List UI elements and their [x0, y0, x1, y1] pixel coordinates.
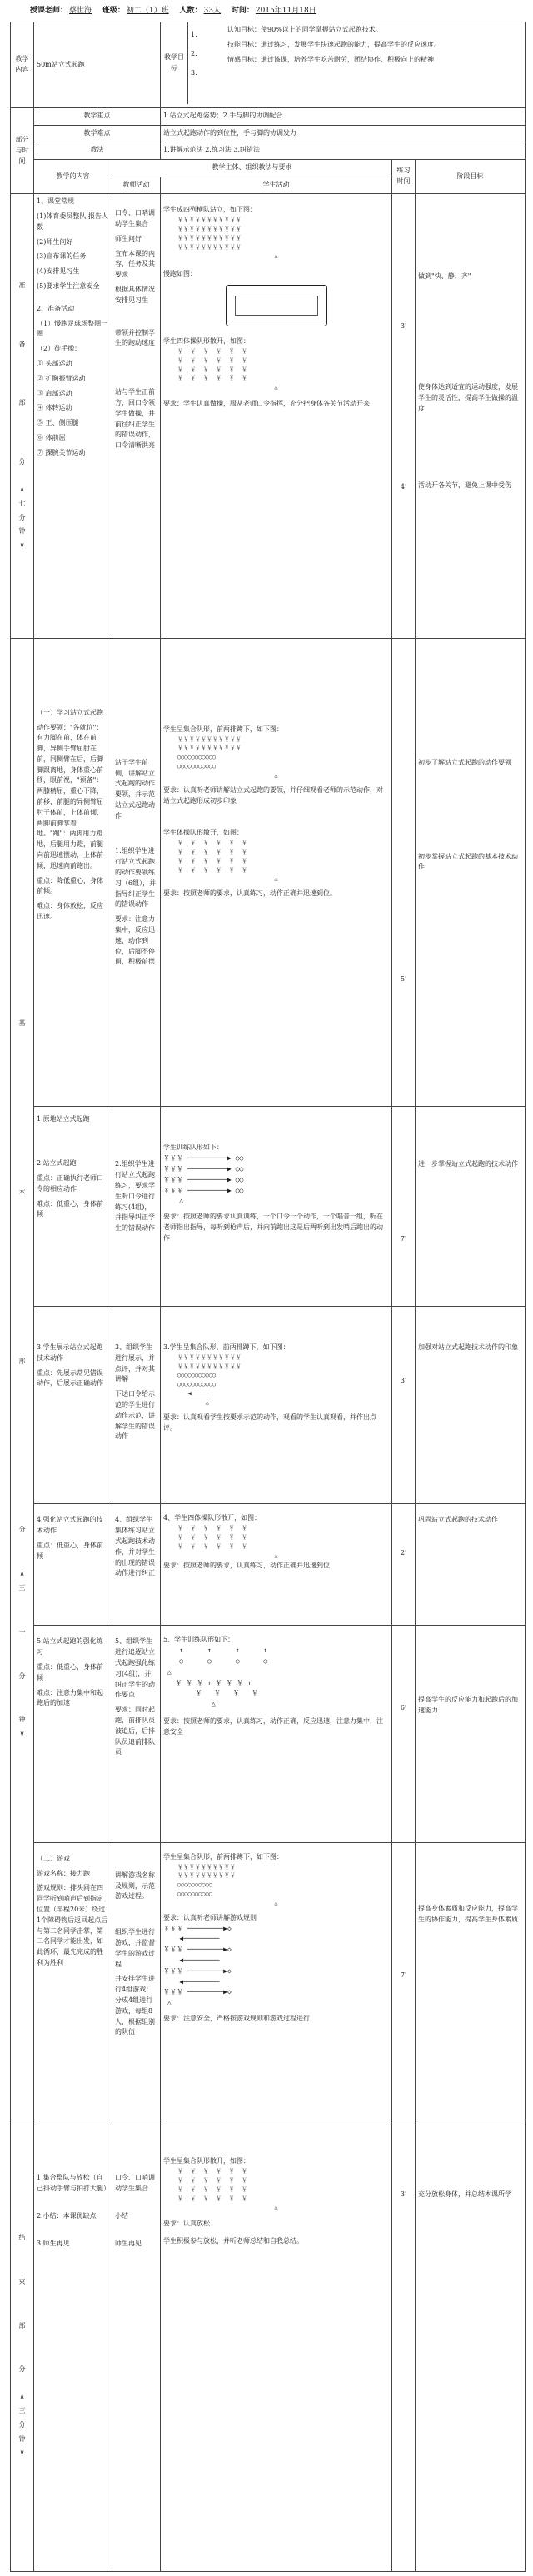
basic-s1-student-item: 要求：认真听老师讲解站立式起跑的要领，并仔细观看老师的示范动作，对站立式起跑形成初步印象	[163, 785, 384, 805]
basic-s2-time: 7'	[400, 1235, 407, 1243]
basic-label-char: 分	[18, 1526, 26, 1534]
basic-s4-student	[161, 1504, 392, 1626]
end-section-label	[11, 2120, 34, 2572]
key-label: 教学重点	[34, 108, 161, 126]
basic-s2-times	[392, 1107, 416, 1307]
basic-s5-content-item: 难点：注意力集中和起跑后的加速	[37, 1688, 103, 1707]
basic-s1-task-item: 初步掌握站立式起跑的基本技术动作	[418, 852, 519, 871]
basic-s5-teacher	[112, 1626, 161, 1842]
prep-content-item: 1、课堂常规	[37, 197, 75, 206]
col-time: 练习时间	[392, 160, 416, 194]
end-teacher-item: 口令、口哨调动学生集合	[115, 2174, 155, 2192]
end-teacher	[112, 2120, 161, 2572]
basic-s3-student	[161, 1306, 392, 1504]
prep-time: 4'	[400, 483, 407, 491]
basic-s3-teacher-item: 3、组织学生进行展示，并点评，并对其讲解	[115, 1343, 155, 1383]
prep-label-char: 分	[18, 458, 26, 466]
basic-s2-content-item: 1.原地站立式起跑	[37, 1115, 90, 1124]
basic-s4-times	[392, 1504, 416, 1626]
basic-label-char: 分	[18, 1672, 26, 1680]
prep-label-char: ∧	[19, 486, 25, 494]
prep-label-char: 七	[18, 499, 26, 507]
jogging-track-diagram	[226, 285, 327, 326]
basic-s1-teacher-item: 站于学生前侧，讲解站立式起跑的动作要领，并示范站立式起跑动作	[115, 758, 155, 820]
basic-s2-content-item: 难点：低重心，身体前倾	[37, 1199, 103, 1218]
end-content-item: 1.集合整队与放松（自己抖动手臂与拍打大腿）	[37, 2174, 110, 2192]
basic-s4-teacher	[112, 1504, 161, 1626]
basic-s5-teacher-item: 5、组织学生进行追逐站立式起跑强化练习(4组)，并纠正学生的动作要点	[115, 1637, 155, 1699]
end-label-char: ∧	[19, 2393, 25, 2401]
basic-s1-student-item: 学生体操队形散开，如图：	[163, 829, 244, 837]
prep-content-item: ① 头部运动	[37, 360, 72, 368]
basic-label-char: 本	[18, 1188, 26, 1196]
basic-s2-task	[416, 1107, 526, 1307]
end-student	[161, 2120, 392, 2572]
basic-s1-task	[416, 638, 526, 1107]
basic-s6-teacher-item: 并安排学生进行4组游戏：分成4组进行游戏，每组8人，根据组别的队伍	[115, 1975, 155, 2036]
lesson-plan-table	[10, 22, 526, 2572]
prep-content-item: (4)安排见习生	[37, 267, 80, 276]
practice-formation-diagram: ￥ ￥ ￥ ￥ ￥ ￥ ￥ ￥ ￥ ￥ ￥ ￥ ￥ ￥ ￥ ￥ ￥ ￥ ￥ ￥ ￥ ￥ ￥ ￥ △	[177, 840, 278, 883]
goal-item: 技能目标：通过练习，发展学生快速起跑的能力，提高学生的反应速度。	[227, 40, 441, 48]
prep-content-item: ③ 肩部运动	[37, 389, 72, 397]
reinforce-formation-diagram: ￥ ￥ ￥ ￥ ￥ ￥ ￥ ￥ ￥ ￥ ￥ ￥ ￥ ￥ ￥ ￥ ￥ ￥ △	[177, 1525, 278, 1559]
basic-s5-task	[416, 1626, 526, 1842]
basic-s1-times	[392, 638, 416, 1107]
prep-teacher-item: 口令、口哨调动学生集合	[115, 209, 155, 228]
teacher-label: 授课老师：	[30, 7, 68, 15]
basic-s1-content	[34, 638, 112, 1107]
student-count: 33人	[203, 7, 221, 15]
basic-s6-student	[161, 1842, 392, 2120]
basic-s2-student	[161, 1107, 392, 1307]
formation-diagram: ￥￥￥￥￥￥￥￥￥￥￥ ￥￥￥￥￥￥￥￥￥￥￥ ￥￥￥￥￥￥￥￥￥￥￥ ￥￥￥￥￥￥￥￥￥￥￥ △	[177, 217, 278, 260]
prep-section-label	[11, 194, 34, 638]
end-label-char: 部	[18, 2321, 26, 2329]
exercise-formation-diagram: ￥ ￥ ￥ ￥ ￥ ￥ ￥ ￥ ￥ ￥ ￥ ￥ ￥ ￥ ￥ ￥ ￥ ￥ ￥ ￥ ￥ ￥ ￥ ￥ △	[177, 347, 278, 391]
basic-label-char: 钟	[18, 1716, 26, 1724]
basic-s5-task-item: 提高学生的反应能力和起跑后的加速能力	[418, 1696, 519, 1715]
basic-section-label	[11, 638, 34, 2120]
basic-s2-teacher	[112, 1107, 161, 1307]
basic-s6-student-item: 要求：注意安全，严格按游戏规则和游戏过程进行	[163, 2014, 311, 2022]
class-value: 初二（1）班	[126, 7, 169, 15]
basic-s5-teacher-item: 要求：同时起跑，前排队员被追后，后排队员追前排队员	[115, 1706, 155, 1756]
prep-task-item: 使身体达到适宜的运动强度，发展学生的灵活性，提高学生做操的温度	[418, 383, 519, 412]
prep-content	[34, 194, 112, 638]
demo-formation-diagram: ￥￥￥￥￥￥￥￥￥￥￥ ￥￥￥￥￥￥￥￥￥￥￥ ○○○○○○○○○○○ ○○○○○○○○○○○ ◀───── △	[177, 1353, 242, 1406]
end-label-char: 三	[18, 2406, 26, 2414]
basic-s5-times	[392, 1626, 416, 1842]
lesson-header	[30, 4, 513, 21]
goal-numbers	[188, 22, 226, 104]
basic-s4-time: 2'	[400, 1549, 407, 1557]
goal-item: 认知目标：使90%以上的同学掌握站立式起跑技术。	[227, 26, 382, 33]
basic-label-char: 三	[18, 1583, 26, 1592]
class-label: 班级：	[102, 7, 125, 15]
teacher-name: 蔡世海	[69, 7, 92, 15]
basic-s4-student-item: 4、学生四体操队形散开，如图：	[163, 1514, 262, 1522]
basic-s5-content-item: 5.站立式起跑的强化练习	[37, 1637, 103, 1657]
basic-s4-teacher-item: 4、组织学生集体练习站立式起跑技术动作，并对学生的出现的错误动作进行纠正	[115, 1516, 155, 1577]
basic-s3-time: 3'	[400, 1376, 407, 1384]
basic-s6-time: 7'	[400, 1971, 407, 1979]
prep-content-item: (5)要求学生注意安全	[37, 282, 100, 291]
prep-student-item: 慢跑如图：	[163, 270, 197, 278]
end-label-char: 结	[18, 2234, 26, 2241]
basic-s3-content-item: 3.学生展示站立式起跑技术动作	[37, 1343, 103, 1362]
prep-times	[392, 194, 416, 638]
goal-num: 1.	[191, 31, 197, 38]
basic-s2-teacher-item: 2.组织学生进行站立式起跑练习，要求学生听口令进行练习(4组)，并指导纠正学生的错误动作	[115, 1160, 155, 1233]
basic-s3-teacher-item: 下达口令给示范的学生进行动作示范，讲解学生的错误动作	[115, 1390, 155, 1441]
end-student-item: 要求：认真放松	[163, 2220, 211, 2228]
end-teacher-item: 小结	[115, 2211, 128, 2220]
prep-label-char: 备	[18, 340, 26, 348]
prep-content-item: ⑥ 体前屈	[37, 434, 66, 442]
prep-label-char: 钟	[18, 527, 26, 536]
method-label: 教法	[34, 142, 161, 160]
content-label: 教学内容	[15, 55, 29, 74]
prep-teacher-item: 站与学生正前方，回口令领学生做操，并前往纠正学生的错误动作，口令清晰洪亮	[115, 388, 155, 450]
end-content-item: 2.小结：本课优缺点	[37, 2211, 97, 2220]
difficulty-label: 教学难点	[34, 125, 161, 142]
basic-s1-student-item: 学生呈集合队形，前两排蹲下，如下图：	[163, 725, 284, 733]
end-label-char: 分	[18, 2365, 26, 2374]
gathering-formation-diagram: ￥￥￥￥￥￥￥￥￥￥￥ ￥￥￥￥￥￥￥￥￥￥￥ ○○○○○○○○○○○ ○○○○○○○○○○○ △	[177, 735, 278, 779]
prep-content-item: 2、准备活动	[37, 304, 75, 312]
prep-teacher	[112, 194, 161, 638]
basic-s4-content-item: 重点：低重心，身体前倾	[37, 1542, 103, 1560]
prep-content-item: （1）慢跑足球场整圈一圈	[37, 319, 108, 338]
prep-student	[161, 194, 392, 638]
lesson-content	[34, 22, 161, 108]
basic-s5-time: 6'	[400, 1704, 407, 1712]
basic-s1-task-item: 初步了解站立式起跑的动作要领	[418, 758, 512, 766]
end-label-char: ∨	[19, 2449, 25, 2457]
end-label-char: 钟	[18, 2434, 26, 2443]
basic-s1-student	[161, 638, 392, 1107]
basic-s1-content-item: 动作要领："各就位"：有力脚在前，体在前脚，异侧手臂屈肘在前，同侧臂在后，后脚脚跟离地，身体重心前移，眼前视，"预备"：两膝稍屈，重心下降，前移，前腿的异侧臂屈肘于体前，上体前倾，两脚前脚掌着地。"跑"：两脚用力蹬地，后腿用力蹬，前腿向前迅速摆动，上体前倾，迅速向前跑出。	[37, 723, 103, 869]
basic-s5-student-item: 要求：按照老师的要求，认真练习，动作正确，反应迅速，注意力集中，注意安全	[163, 1717, 384, 1736]
basic-s1-content-item: （一）学习站立式起跑	[37, 708, 103, 716]
prep-content-item: ② 扩胸振臂运动	[37, 374, 86, 382]
end-content	[34, 2120, 112, 2572]
prep-label-char: 部	[18, 399, 26, 407]
basic-s6-content-item: （二）游戏	[37, 1854, 70, 1862]
prep-content-item: （2）徒手操：	[37, 345, 82, 353]
basic-s1-teacher-item: 1.组织学生进行站立式起跑的动作要领练习（6组），并指导纠正学生的错误动作	[115, 847, 157, 909]
basic-s6-student-item: 学生呈集合队形，前两排蹲下，如下图：	[163, 1852, 284, 1861]
basic-s2-content-item: 2.站立式起跑	[37, 1159, 77, 1168]
end-time: 3'	[400, 2190, 407, 2199]
goal-list	[225, 22, 525, 104]
basic-s3-content-item: 重点：先展示常见错误动作，后展示正确动作	[37, 1368, 103, 1388]
basic-s3-content	[34, 1306, 112, 1504]
basic-s6-teacher-item: 讲解游戏名称及规则，示范游戏过程。	[115, 1871, 155, 1901]
end-task-item: 充分放松身体，并总结本课所学	[418, 2190, 512, 2199]
relay-race-diagram: ￥￥￥ ─────────▶◇ ◀───────── ￥￥￥ ─────────▶◇ ◀───────── ￥￥￥ ─────────▶◇ ◀───────── ￥￥￥ ─────────▶◇ △	[163, 1924, 232, 2007]
basic-s6-times	[392, 1842, 416, 2120]
col-teacher: 教师活动	[112, 177, 161, 194]
basic-s3-teacher	[112, 1306, 161, 1504]
basic-s3-task-item: 加强对站立式起跑技术动作的印象	[418, 1343, 519, 1351]
basic-s6-task-item: 提高身体素质和反应能力，提高学生的协作能力，提高学生身体素质	[418, 1904, 519, 1923]
end-student-item: 学生积极参与放松，并听老师总结和自我总结。	[163, 2236, 304, 2245]
prep-teacher-item: 师生问好	[115, 234, 142, 242]
prep-content-item: ④ 体转运动	[37, 404, 72, 412]
basic-s1-teacher-item: 要求：注意力集中，反应迅速，动作到位，后脚不停留，积极前摆	[115, 915, 155, 966]
date-label: 时间：	[231, 7, 254, 15]
prep-teacher-item: 带领并控制学生的跑动速度	[115, 328, 155, 347]
prep-label-char: 分	[18, 513, 26, 521]
end-task	[416, 2120, 526, 2572]
section-time-text: 部分与时间	[15, 136, 29, 165]
col-task: 阶段目标	[416, 160, 526, 194]
prep-teacher-item: 根据具体情况安排见习生	[115, 286, 155, 304]
lesson-date: 2015年11月18日	[255, 7, 316, 15]
prep-content-item: (2)师生问好	[37, 237, 73, 246]
method-points: 1.讲解示范法 2.练习法 3.纠错法	[161, 142, 526, 160]
prep-label-char: ∨	[19, 541, 25, 550]
game-gather-diagram: ￥￥￥￥￥￥￥￥￥￥ ￥￥￥￥￥￥￥￥￥￥ ○○○○○○○○○○ ○○○○○○○○○○ △	[177, 1863, 278, 1906]
basic-s5-student-item: 5、学生训练队形如下：	[163, 1636, 235, 1644]
basic-s2-content	[34, 1107, 112, 1307]
basic-label-char: 十	[18, 1627, 26, 1636]
prep-time: 3'	[400, 322, 407, 331]
basic-s1-content-item: 重点：降低重心，身体前倾。	[37, 876, 103, 895]
basic-s4-task	[416, 1504, 526, 1626]
difficulty-points: 站立式起跑动作的到位性，手与脚的协调发力	[161, 125, 526, 142]
basic-s1-teacher	[112, 638, 161, 1107]
basic-s3-student-item: 3.学生呈集合队形，前两排蹲下，如下图：	[163, 1343, 290, 1351]
basic-s6-teacher-item: 组织学生进行游戏，并监督学生的游戏过程	[115, 1928, 155, 1968]
prep-content-item: (1)体育委员整队,报告人数	[37, 212, 108, 231]
basic-s3-student-item: 要求：认真观看学生按要求示范的动作，观看的学生认真观看，并作出点评。	[163, 1413, 377, 1432]
col-content: 教学的内容	[34, 160, 112, 194]
sprint-lanes-diagram: ￥￥￥ ──────────▶ ○○ ￥￥￥ ──────────▶ ○○ ￥￥￥ ──────────▶ ○○ ￥￥￥ ──────────▶ ○○ △	[163, 1154, 244, 1205]
prep-label-char: 准	[18, 281, 26, 289]
basic-s6-content	[34, 1842, 112, 2120]
basic-s6-student-item: 要求：认真听老师讲解游戏规则	[163, 1913, 257, 1921]
content-label-cell	[11, 22, 34, 108]
basic-s4-task-item: 巩固站立式起跑的技术动作	[418, 1516, 499, 1524]
basic-label-char: ∨	[19, 1730, 25, 1738]
basic-s2-content-item: 重点：正确执行老师口令的相应动作	[37, 1173, 103, 1193]
prep-student-item: 学生成四列横队站立，如下图：	[163, 206, 257, 214]
col-student: 学生活动	[161, 177, 392, 194]
basic-s4-content-item: 4.强化站立式起跑的技术动作	[37, 1516, 103, 1535]
cooldown-formation-diagram: ￥ ￥ ￥ ￥ ￥ ￥ ￥ ￥ ￥ ￥ ￥ ￥ ￥ ￥ ￥ ￥ ￥ ￥ ￥ ￥ ￥ ￥ ￥ ￥ △	[177, 2167, 278, 2211]
prep-task-item: 活动开各关节，避免上课中受伤	[418, 481, 512, 490]
prep-task	[416, 194, 526, 638]
basic-s4-content	[34, 1504, 112, 1626]
basic-s2-task-item: 进一步掌握站立式起跑的技术动作	[418, 1160, 519, 1168]
end-label-char: 束	[18, 2277, 26, 2285]
prep-content-item: (3)宣布课的任务	[37, 252, 87, 261]
end-teacher-item: 师生再见	[115, 2239, 142, 2247]
prep-content-item: ⑤ 正、侧压腿	[37, 419, 79, 427]
prep-task-item: 做到"快、静、齐"	[418, 272, 471, 281]
key-points: 1.站立式起跑姿势；2.手与脚的协调配合	[161, 108, 526, 126]
col-org: 教学主体、组织教法与要求	[112, 160, 392, 177]
end-label-char: 分	[18, 2420, 26, 2429]
basic-s3-task	[416, 1306, 526, 1504]
end-content-item: 3.师生再见	[37, 2239, 70, 2247]
prep-student-item: 学生四体操队形散开，如图：	[163, 337, 251, 346]
basic-s5-content-item: 重点：低重心，身体前倾	[37, 1662, 103, 1682]
basic-s5-student	[161, 1626, 392, 1842]
basic-s2-student-item: 要求：按照老师的要求认真训练，一个口令一个动作，一个唱音一组，听在老师指出指导，每听到枪声后，并向前跑出这是后两听到出发哨后跑出的动作	[163, 1213, 384, 1242]
end-student-item: 学生呈集合队形散开，如图：	[163, 2157, 251, 2165]
goals-cell	[161, 22, 526, 108]
prep-student-item: 要求：学生认真做操，服从老师口令指挥，充分把身体各关节活动开来	[163, 400, 371, 408]
basic-s6-content-item: 游戏规则：排头同在四同学听到哨声后到指定位置（半程20米）绕过1个障碍物后返回起点后与第二名同学击掌，第二名同学才能出发，如此循环，最先完成的胜利为胜利	[37, 1884, 108, 1966]
basic-s1-student-item: 要求：按照老师的要求，认真练习，动作正确并迅速到位。	[163, 889, 337, 898]
goal-num: 2.	[191, 50, 197, 58]
basic-s1-content-item: 难点：身体放松，反应迅速。	[37, 902, 103, 921]
basic-s2-student-item: 学生训练队形如下：	[163, 1144, 224, 1152]
basic-label-char: 基	[18, 1019, 26, 1027]
basic-s6-task	[416, 1842, 526, 2120]
basic-s6-content-item: 游戏名称：接力跑	[37, 1869, 90, 1877]
basic-s5-content	[34, 1626, 112, 1842]
chase-drill-diagram: ↑ ↑ ↑ ↑ ○ ○ ○ ○ △ ￥ ￥ ￥ ↑ ￥ ￥ ￥ ↑ ￥ ￥ ￥ ￥ △	[167, 1647, 268, 1708]
count-label: 人数：	[179, 7, 202, 15]
basic-s6-teacher	[112, 1842, 161, 2120]
basic-label-char: 部	[18, 1357, 26, 1365]
section-time-label	[11, 108, 34, 194]
basic-label-char: ∧	[19, 1570, 25, 1578]
end-times	[392, 2120, 416, 2572]
goal-label: 教学目标	[161, 22, 188, 104]
prep-content-item: ⑦ 踝腕关节运动	[37, 448, 86, 456]
goal-item: 情感目标：通过该课，培养学生吃苦耐劳，团结协作、积极向上的精神	[227, 55, 435, 63]
prep-teacher-item: 宣布本课的内容，任务及其要求	[115, 249, 155, 279]
basic-s4-student-item: 要求：按照老师的要求，认真练习，动作正确并迅速到位	[163, 1561, 331, 1569]
basic-s3-times	[392, 1306, 416, 1504]
lesson-content-text: 50m站立式起跑	[37, 60, 85, 68]
goal-num: 3.	[191, 69, 197, 77]
basic-s1-time: 5'	[400, 974, 407, 983]
